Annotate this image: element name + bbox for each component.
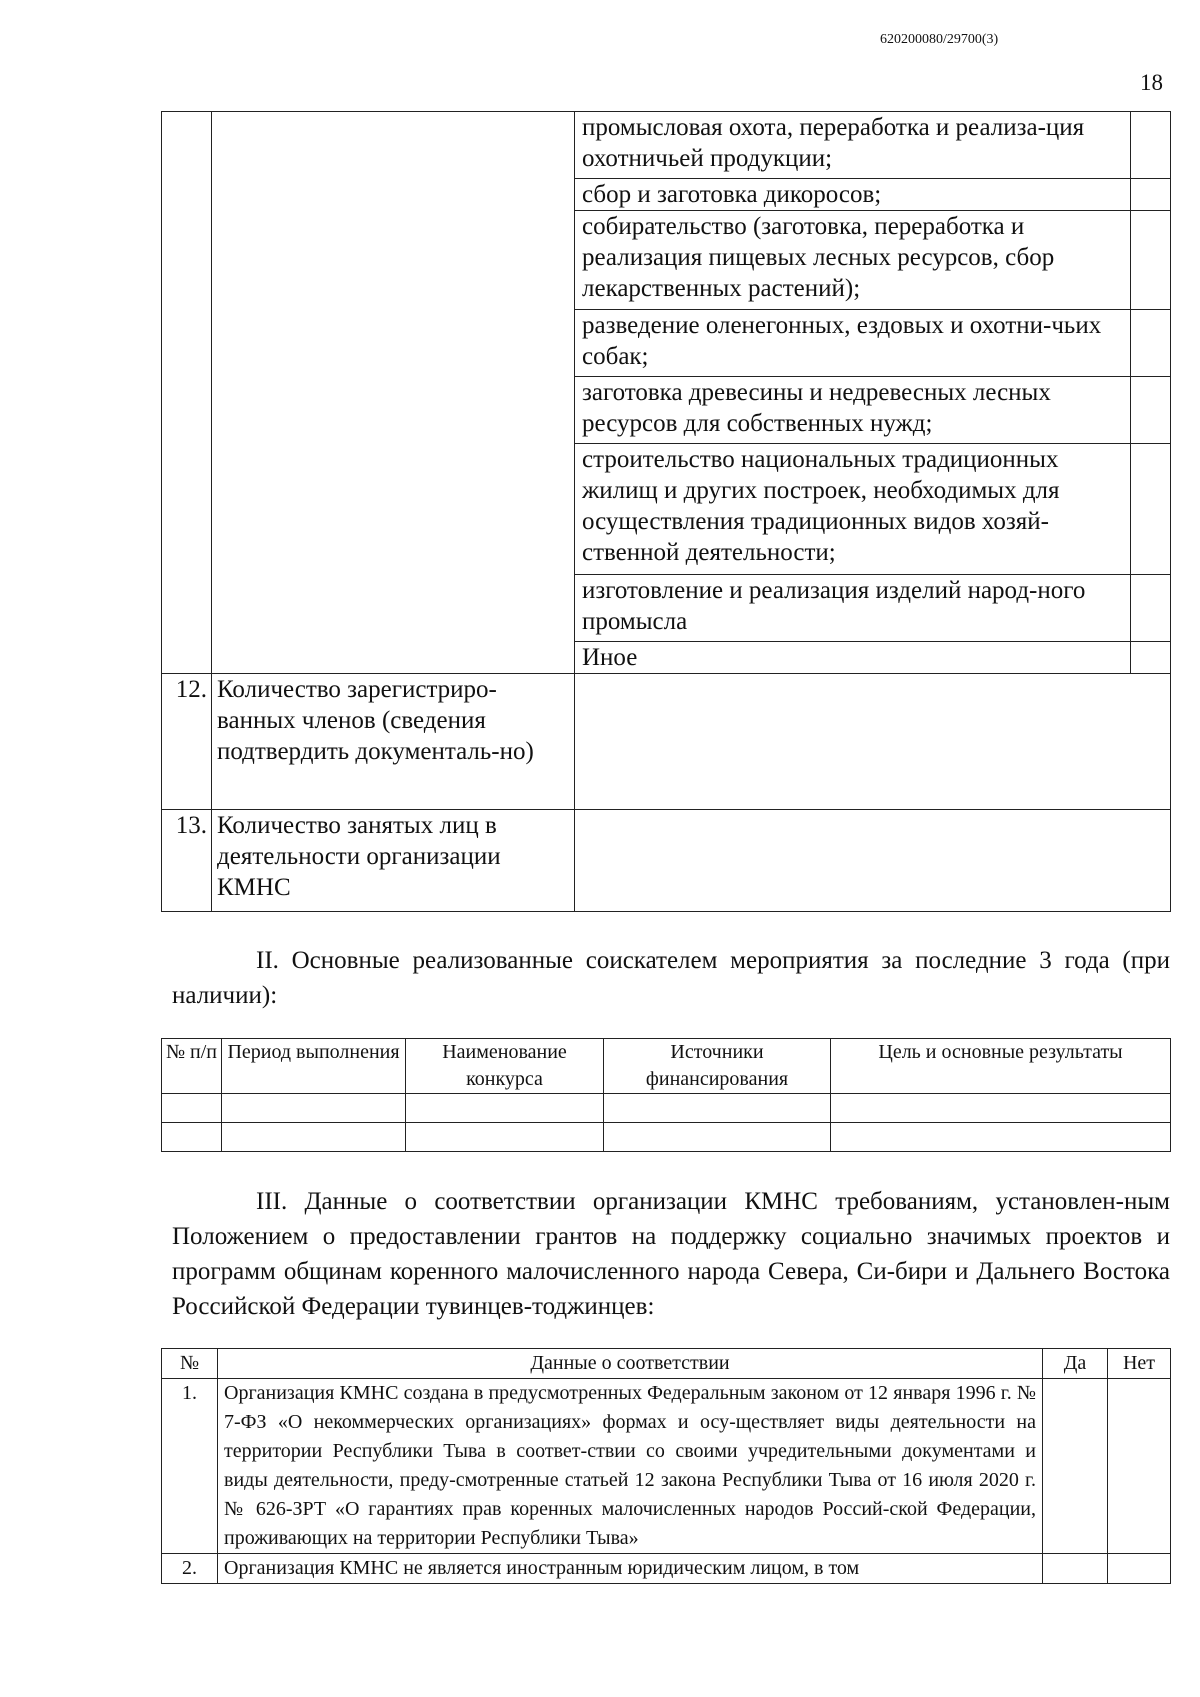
row-number: 2. — [162, 1554, 218, 1584]
row-number: 13. — [162, 810, 212, 912]
table-header-row — [162, 1039, 1171, 1094]
checkbox-cell — [1131, 642, 1171, 674]
compliance-table — [161, 1348, 1171, 1584]
table-row — [162, 810, 1171, 912]
column-header: № — [162, 1349, 218, 1379]
value-cell — [575, 810, 1171, 912]
table-cell — [162, 1094, 222, 1123]
column-header: № п/п — [162, 1039, 222, 1094]
row-text: Организация КМНС не является иностранным юридическим лицом, в том — [218, 1554, 1043, 1584]
yes-cell — [1043, 1379, 1108, 1554]
column-header: Данные о соответствии — [218, 1349, 1043, 1379]
no-cell — [1108, 1554, 1171, 1584]
row-number: 12. — [162, 674, 212, 810]
section-heading: II. Основные реализованные соискателем мероприятия за последние 3 года (при наличии): — [172, 947, 1170, 1009]
table-cell — [604, 1123, 831, 1152]
section-heading: III. Данные о соответствии организации КМНС требованиям, установлен-ным Положением о предоставлении грантов на поддержку социально значимых проектов и программ общинам коренного малочисленного народа Севера, Си-бири и Дальнего Востока Российской Федерации тувинцев-тоджинцев: — [172, 1188, 1170, 1320]
checkbox-cell — [1131, 211, 1171, 310]
activity-item: собирательство (заготовка, переработка и реализация пищевых лесных ресурсов, сбор лекарственных растений); — [575, 211, 1131, 310]
activity-item: разведение оленегонных, ездовых и охотни-чьих собак; — [575, 310, 1131, 377]
events-table — [161, 1038, 1171, 1152]
page-number: 18 — [1140, 70, 1163, 95]
column-header: Источники финансирования — [604, 1039, 831, 1094]
column-header: Период выполнения — [222, 1039, 406, 1094]
table-cell — [406, 1094, 604, 1123]
activity-item: изготовление и реализация изделий народ-ного промысла — [575, 575, 1131, 642]
yes-cell — [1043, 1554, 1108, 1584]
table-cell — [831, 1094, 1171, 1123]
no-cell — [1108, 1379, 1171, 1554]
table-row — [162, 1094, 1171, 1123]
row-label: Количество занятых лиц в деятельности организации КМНС — [212, 810, 575, 912]
activity-item: промысловая охота, переработка и реализа-ция охотничьей продукции; — [575, 112, 1131, 179]
checkbox-cell — [1131, 112, 1171, 179]
row-text: Организация КМНС создана в предусмотренных Федеральным законом от 12 января 1996 г. № 7-ФЗ «О некоммерческих организациях» формах и осу-ществляет виды деятельности на территории Республики Тыва в соответ-ствии со своими учредительными документами и виды деятельности, преду-смотренные статьей 12 закона Республики Тыва от 16 июля 2020 г. № 626-ЗРТ «О гарантиях прав коренных малочисленных народов Россий-ской Федерации, проживающих на территории Республики Тыва» — [218, 1379, 1043, 1554]
table-cell — [222, 1123, 406, 1152]
checkbox-cell — [1131, 377, 1171, 444]
column-header: Да — [1043, 1349, 1108, 1379]
table-cell — [604, 1094, 831, 1123]
column-header: Цель и основные результаты — [831, 1039, 1171, 1094]
table-cell-label — [212, 112, 575, 674]
table-row — [162, 1554, 1171, 1584]
organization-info-table — [161, 111, 1171, 912]
checkbox-cell — [1131, 179, 1171, 211]
table-row — [162, 674, 1171, 810]
table-header-row — [162, 1349, 1171, 1379]
value-cell — [575, 674, 1171, 810]
checkbox-cell — [1131, 310, 1171, 377]
table-row — [162, 1379, 1171, 1554]
activity-item: сбор и заготовка дикоросов; — [575, 179, 1131, 211]
table-cell — [406, 1123, 604, 1152]
row-number: 1. — [162, 1379, 218, 1554]
document-id: 620200080/29700(3) — [880, 32, 999, 47]
activity-item: строительство национальных традиционных жилищ и других построек, необходимых для осуществления традиционных видов хозяй-ственной деятельности; — [575, 444, 1131, 575]
activity-item: Иное — [575, 642, 1131, 674]
table-cell — [222, 1094, 406, 1123]
column-header: Наименование конкурса — [406, 1039, 604, 1094]
column-header: Нет — [1108, 1349, 1171, 1379]
table-cell — [162, 1123, 222, 1152]
table-row — [162, 1123, 1171, 1152]
table-row — [162, 112, 1171, 179]
checkbox-cell — [1131, 575, 1171, 642]
row-label: Количество зарегистриро-ванных членов (сведения подтвердить документаль-но) — [212, 674, 575, 810]
table-cell-num — [162, 112, 212, 674]
table-cell — [831, 1123, 1171, 1152]
activity-item: заготовка древесины и недревесных лесных ресурсов для собственных нужд; — [575, 377, 1131, 444]
checkbox-cell — [1131, 444, 1171, 575]
